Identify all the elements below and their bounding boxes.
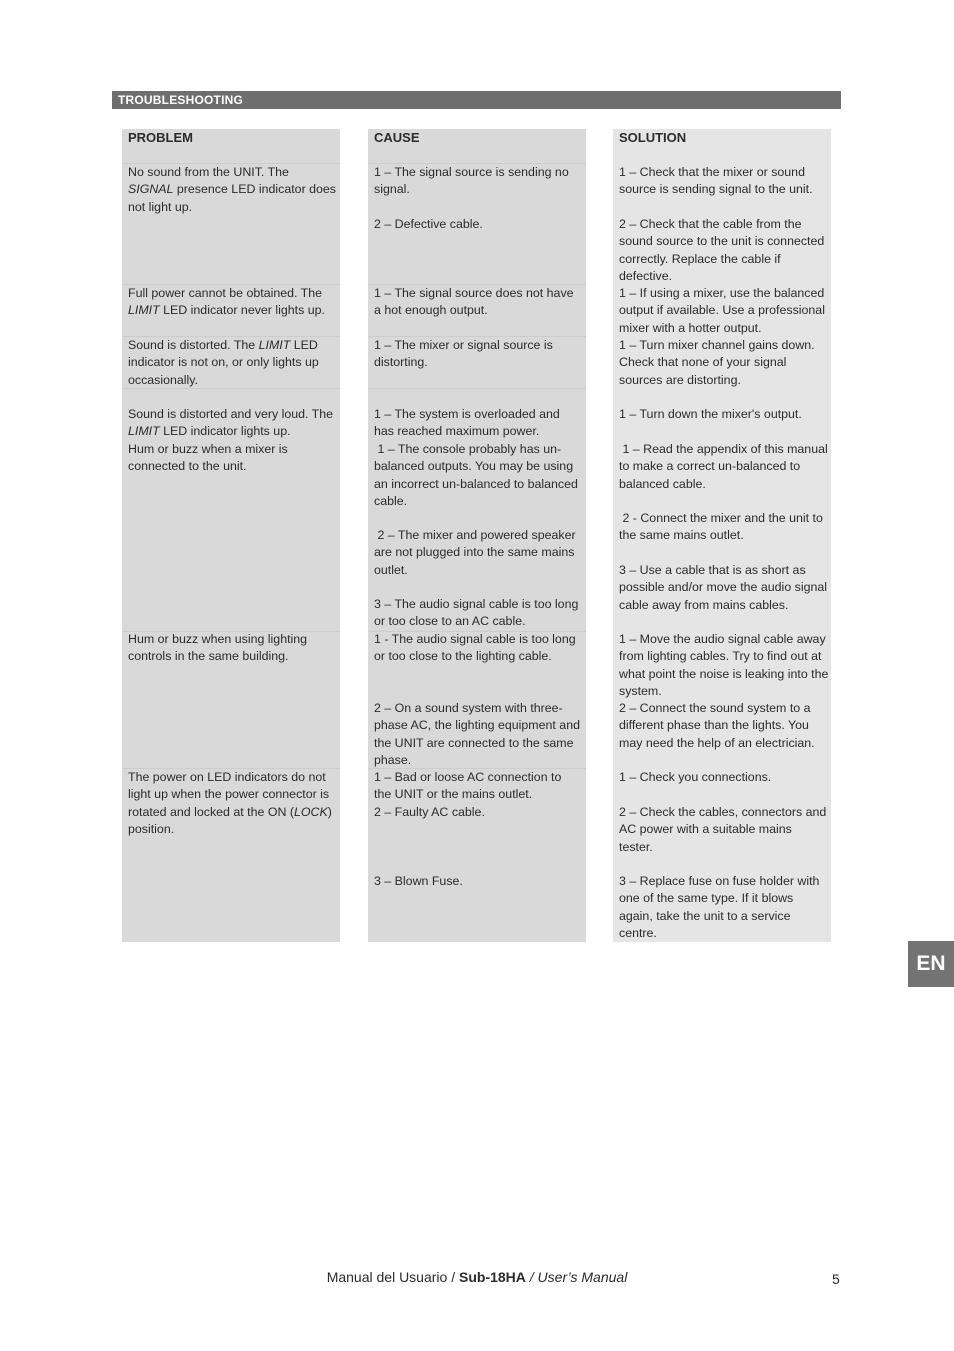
cause-row-6-item-2: 2 – Faulty AC cable. [374, 805, 485, 819]
cause-row-3-item-1: 1 – The mixer or signal source is distorting. [374, 338, 553, 370]
solution-row-6-item-1: 1 – Check you connections. [619, 770, 772, 784]
section-title-bar: TROUBLESHOOTING [112, 91, 841, 109]
solution-row-6-item-3: 3 – Replace fuse on fuse holder with one of the same type. If it blows again, take the unit to a service centre. [619, 874, 820, 940]
solution-row-5-item-1: 1 – Move the audio signal cable away from lighting cables. Try to find out at what point the noise is leaking into the system. [619, 632, 829, 698]
solution-row-4-item-4: 3 – Use a cable that is as short as possible and/or move the audio signal cable away from mains cables. [619, 563, 828, 612]
page-number: 5 [832, 1271, 840, 1287]
problem-row-2: Full power cannot be obtained. The LIMIT LED indicator never lights up. [128, 286, 325, 318]
solution-row-3-item-1: 1 – Turn mixer channel gains down. Check that none of your signal sources are distorting. [619, 338, 815, 387]
cause-row-4-item-2: 1 – The console probably has un-balanced outputs. You may be using an incorrect un-balanced to balanced cable. [374, 442, 582, 508]
problem-column [122, 129, 340, 942]
cause-row-4-item-1: 1 – The system is overloaded and has reached maximum power. [374, 407, 560, 439]
cause-row-6-item-1: 1 – Bad or loose AC connection to the UNIT or the mains outlet. [374, 770, 562, 802]
cause-row-4-item-3: 2 – The mixer and powered speaker are not plugged into the same mains outlet. [374, 528, 580, 577]
cause-row-4-item-4: 3 – The audio signal cable is too long or too close to an AC cable. [374, 597, 579, 629]
language-tab-en: EN [908, 941, 954, 987]
problem-row-5: Hum or buzz when using lighting controls in the same building. [128, 632, 308, 664]
cause-header: CAUSE [374, 130, 420, 145]
problem-row-6: The power on LED indicators do not light up when the power connector is rotated and locked at the ON (LOCK) position. [128, 770, 332, 836]
problem-row-3: Sound is distorted. The LIMIT LED indicator is not on, or only lights up occasionally. [128, 338, 319, 387]
footer-manual-title: Manual del Usuario / Sub-18HA / User’s Manual [326, 1269, 628, 1285]
solution-row-1-item-2: 2 – Check that the cable from the sound source to the unit is connected correctly. Replace the cable if defective. [619, 217, 825, 283]
cause-row-1-item-1: 1 – The signal source is sending no signal. [374, 165, 569, 197]
solution-row-4-item-1: 1 – Turn down the mixer's output. [619, 407, 802, 421]
cause-row-5-item-1: 1 - The audio signal cable is too long or too close to the lighting cable. [374, 632, 576, 664]
problem-header: PROBLEM [128, 130, 193, 145]
cause-row-6-item-3: 3 – Blown Fuse. [374, 874, 463, 888]
solution-column [613, 129, 831, 942]
solution-header: SOLUTION [619, 130, 687, 145]
solution-row-1-item-1: 1 – Check that the mixer or sound source is sending signal to the unit. [619, 165, 813, 197]
solution-row-4-item-3: 2 - Connect the mixer and the unit to the same mains outlet. [619, 511, 827, 543]
cause-row-5-item-2: 2 – On a sound system with three-phase AC, the lighting equipment and the UNIT are connected to the same phase. [374, 701, 580, 767]
problem-row-4: Sound is distorted and very loud. The LIMIT LED indicator lights up. Hum or buzz when a mixer is connected to the unit. [128, 407, 334, 473]
cause-row-1-item-2: 2 – Defective cable. [374, 217, 483, 231]
solution-row-6-item-2: 2 – Check the cables, connectors and AC power with a suitable mains tester. [619, 805, 827, 854]
cause-column [368, 129, 586, 942]
problem-row-1: No sound from the UNIT. The SIGNAL presence LED indicator does not light up. [128, 165, 337, 214]
solution-row-5-item-2: 2 – Connect the sound system to a different phase than the lights. You may need the help of an electrician. [619, 701, 815, 750]
solution-row-2-item-1: 1 – If using a mixer, use the balanced output if available. Use a professional mixer with a hotter output. [619, 286, 825, 335]
cause-row-2-item-1: 1 – The signal source does not have a hot enough output. [374, 286, 574, 318]
solution-row-4-item-2: 1 – Read the appendix of this manual to make a correct un-balanced to balanced cable. [619, 442, 832, 491]
